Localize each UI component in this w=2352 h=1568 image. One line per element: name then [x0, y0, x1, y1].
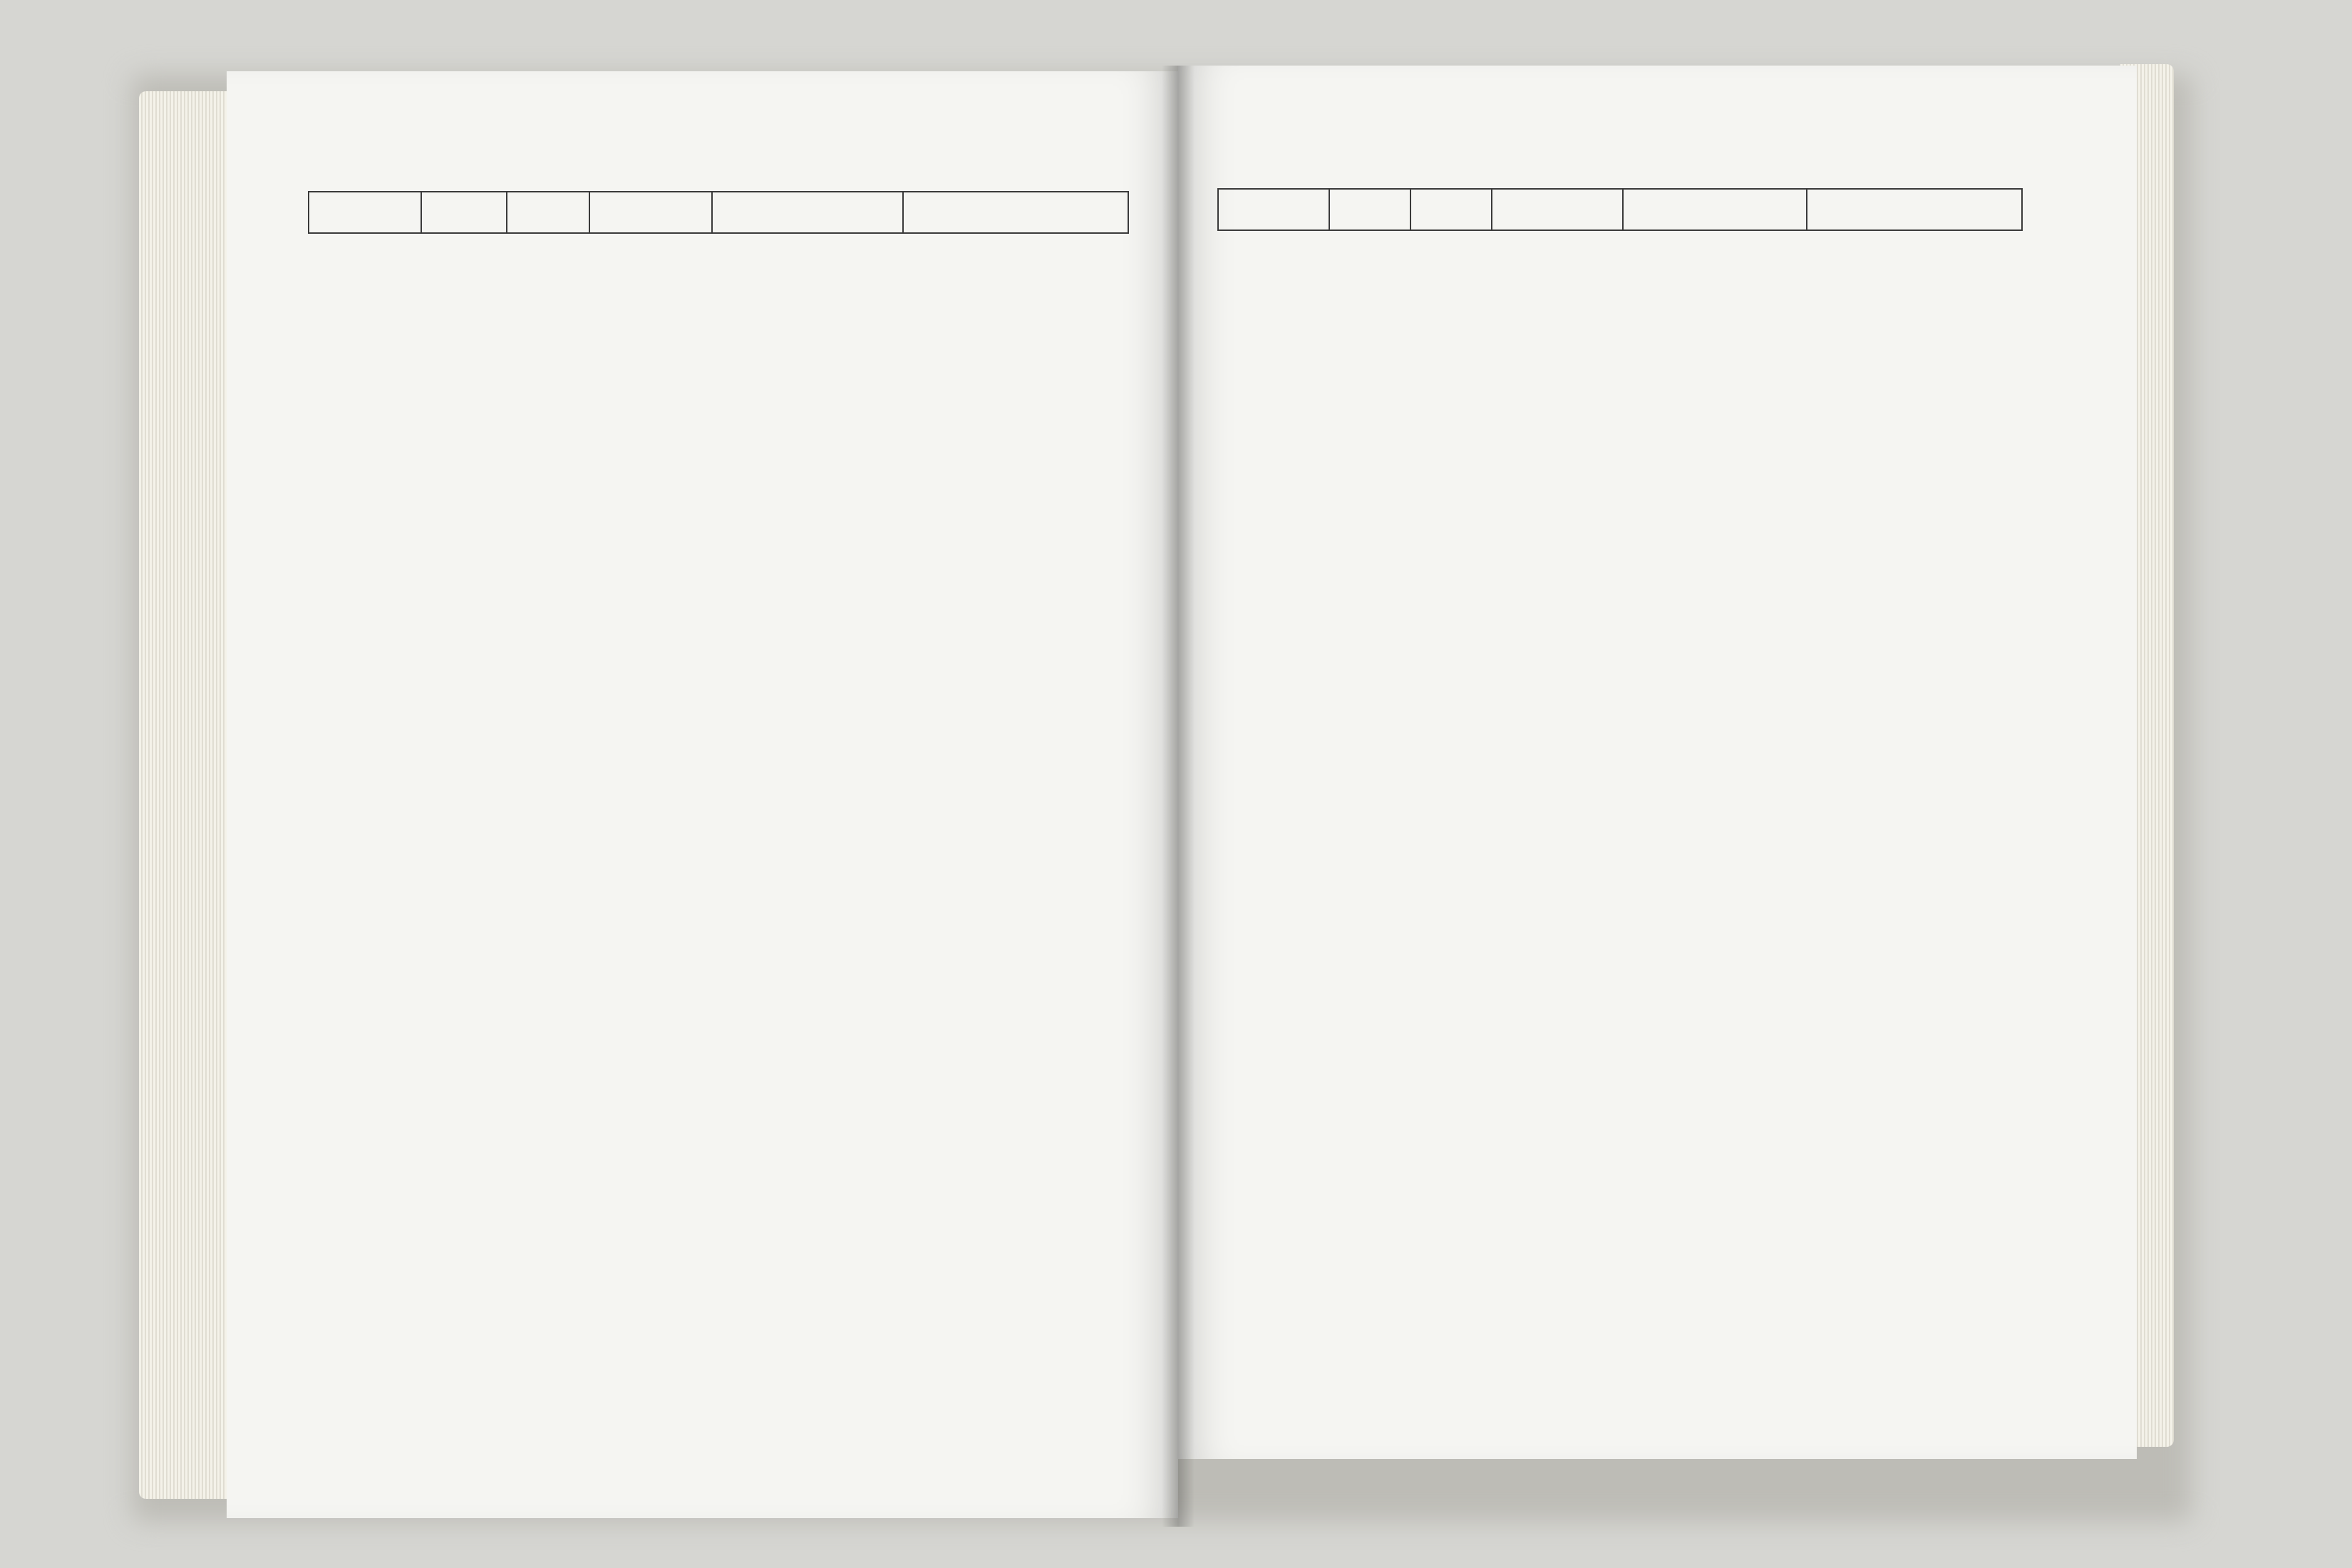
- right-page: [1178, 66, 2137, 1459]
- header-type: [1329, 189, 1410, 230]
- left-page: [227, 71, 1178, 1518]
- page-stack-left: [139, 91, 232, 1499]
- header-type: [421, 192, 507, 233]
- header-weather: [712, 192, 903, 233]
- header-cause: [1410, 189, 1492, 230]
- header-cause: [507, 192, 589, 233]
- header-area: [1492, 189, 1623, 230]
- header-damage: [903, 192, 1128, 233]
- book-gutter: [1162, 66, 1195, 1527]
- disaster-table-left: [308, 191, 1129, 234]
- header-damage: [1807, 189, 2022, 230]
- disaster-table-right: [1217, 188, 2023, 231]
- table-header-row: [1218, 189, 2022, 230]
- header-date: [1218, 189, 1329, 230]
- table-header-row: [309, 192, 1128, 233]
- header-date: [309, 192, 421, 233]
- header-area: [589, 192, 712, 233]
- header-weather: [1623, 189, 1807, 230]
